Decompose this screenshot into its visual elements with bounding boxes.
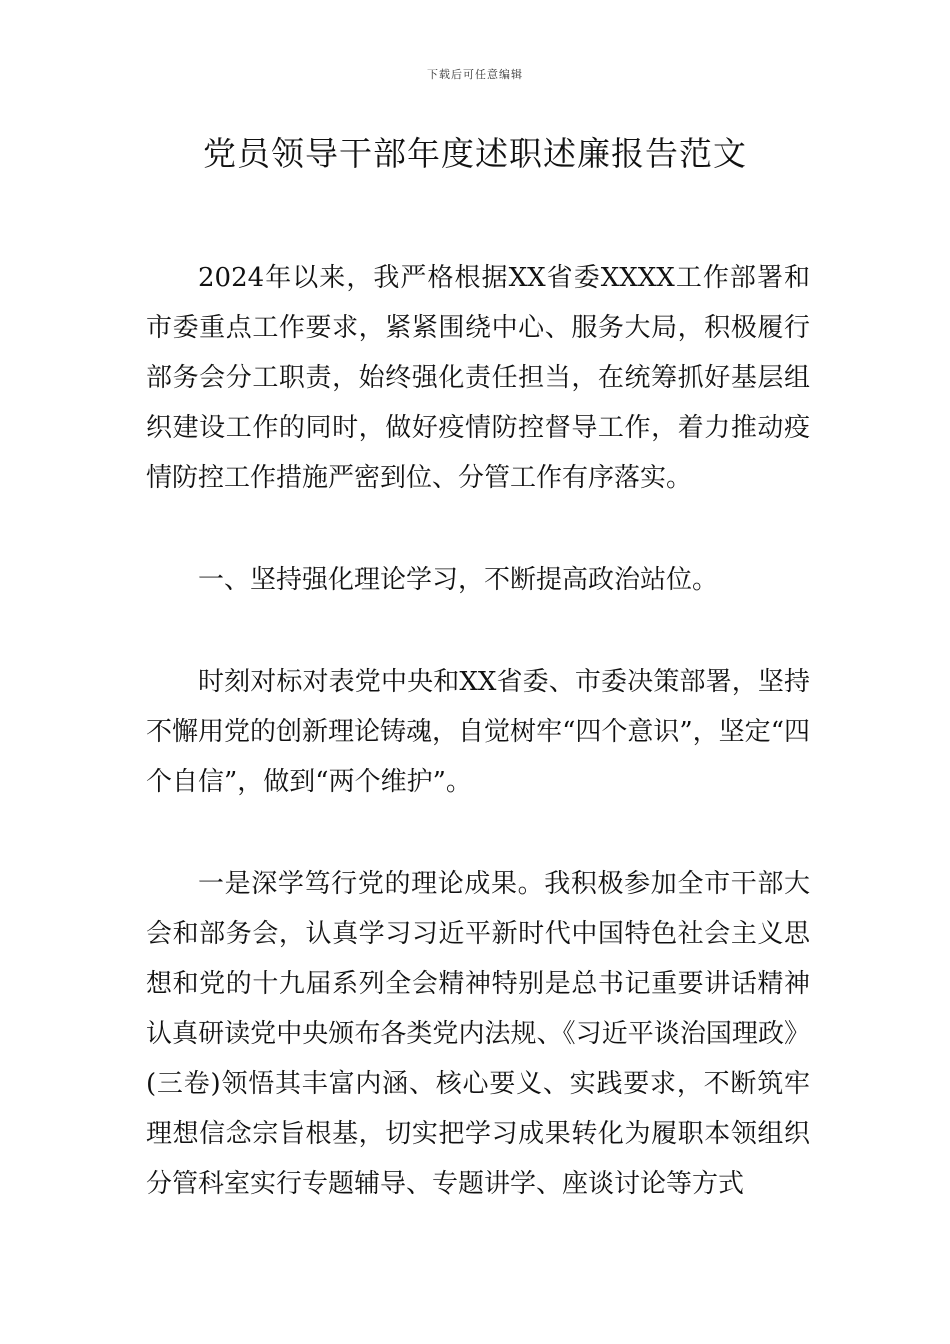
section-heading-1: 一、坚持强化理论学习，不断提高政治站位。 — [198, 565, 719, 595]
document-title: 党员领导干部年度述职述廉报告范文 — [203, 134, 747, 173]
paragraph-intro: 2024年以来，我严格根据XX省委XXXX工作部署和市委重点工作要求，紧紧围绕中心、服务大局，积极履行部务会分工职责，始终强化责任担当，在统筹抓好基层组织建设工作的同时，做好疫情防控督导工作，着力推动疫情防控工作措施严密到位、分管工作有序落实。 — [146, 263, 810, 493]
header-note: 下载后可任意编辑 — [427, 68, 523, 81]
paragraph-section-1-summary: 时刻对标对表党中央和XX省委、市委决策部署，坚持不懈用党的创新理论铸魂，自觉树牢“四个意识”，坚定“四个自信”，做到“两个维护”。 — [146, 667, 810, 797]
paragraph-point-1: 一是深学笃行党的理论成果。我积极参加全市干部大会和部务会，认真学习习近平新时代中国特色社会主义思想和党的十九届系列全会精神特别是总书记重要讲话精神认真研读党中央颁布各类党内法规、《习近平谈治国理政》(三卷)领悟其丰富内涵、核心要义、实践要求，不断筑牢理想信念宗旨根基，切实把学习成果转化为履职本领组织分管科室实行专题辅导、专题讲学、座谈讨论等方式 — [146, 869, 810, 1199]
document-body — [146, 253, 810, 1209]
